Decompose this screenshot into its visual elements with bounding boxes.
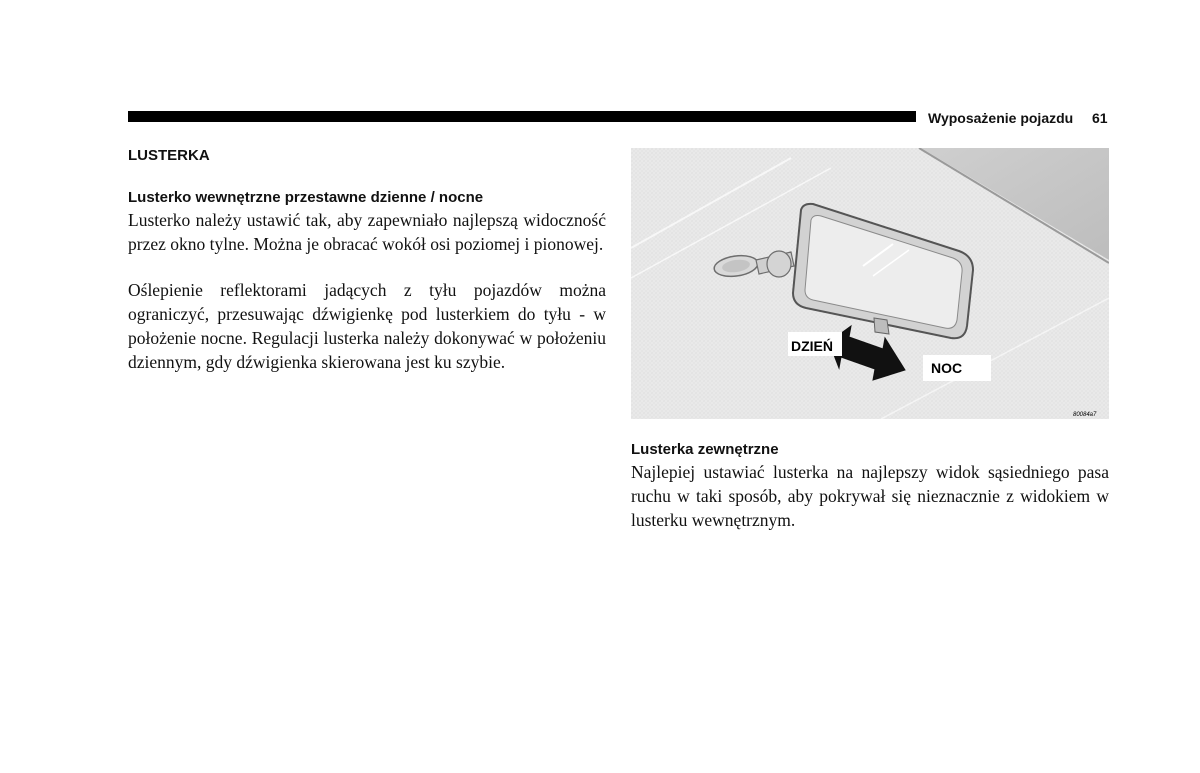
night-label: NOC [931,360,963,376]
header-rule [128,111,916,122]
running-header-title: Wyposażenie pojazdu [928,110,1074,126]
exterior-mirror-heading: Lusterka zewnętrzne [631,441,779,458]
figure-code: 80084a7 [1073,412,1097,418]
interior-mirror-heading: Lusterko wewnętrzne przestawne dzienne / nocne [128,189,484,206]
interior-mirror-paragraph-2: Oślepienie reflektorami jadących z tyłu pojazdów można ograniczyć, przesuwając dźwigienkę pod lusterkiem do tyłu - w położenie nocne. Regulacji lusterka należy dokonywać w położeniu dziennym, gdy dźwigienka skierowana jest ku szybie. [128,280,606,372]
exterior-mirror-paragraph: Najlepiej ustawiać lusterka na najlepszy widok sąsiedniego pasa ruchu w taki sposób, aby pokrywał się nieznacznie z widokiem w lusterku wewnętrznym. [631,462,1109,530]
section-title: LUSTERKA [128,147,210,164]
day-label: DZIEŃ [791,338,833,354]
rearview-mirror-illustration [631,148,1109,419]
exterior-mirror-section [631,440,1109,532]
interior-mirror-paragraph-1: Lusterko należy ustawić tak, aby zapewniało najlepszą widoczność przez okno tylne. Można je obracać wokół osi poziomej i pionowej. [128,210,606,254]
interior-mirror-section [128,188,606,374]
page-number: 61 [1092,110,1108,126]
